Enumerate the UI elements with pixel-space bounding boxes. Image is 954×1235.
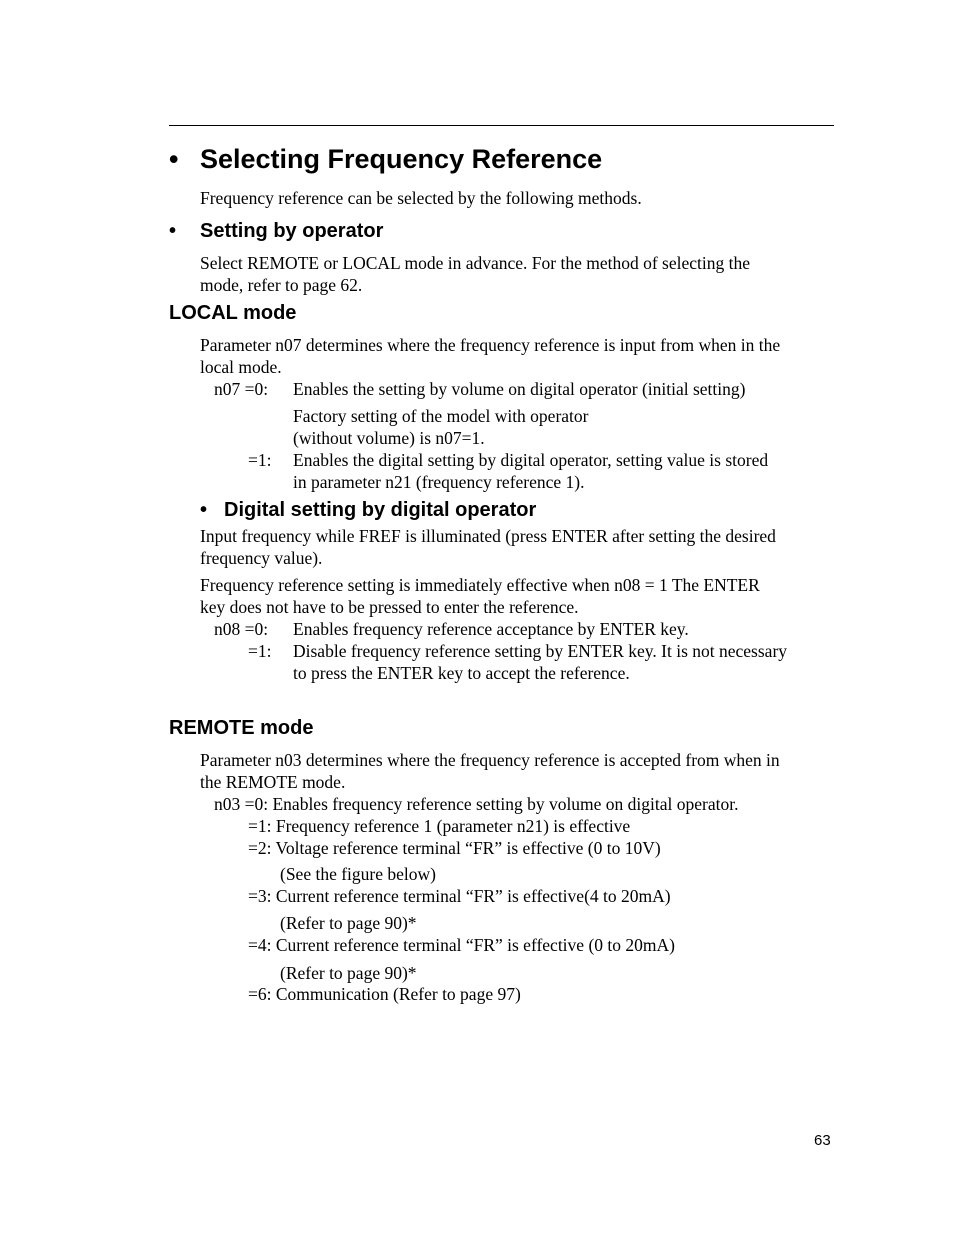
n08-1-label: =1:	[248, 641, 272, 661]
n08-0-text: Enables frequency reference acceptance by ENTER key.	[293, 619, 689, 639]
setting-by-operator-heading	[169, 218, 383, 244]
n08-1-text-line-1: Disable frequency reference setting by ENTER key. It is not necessary	[293, 641, 788, 661]
n03-4-note: (Refer to page 90)*	[280, 963, 417, 983]
bullet-icon: •	[169, 144, 179, 174]
digital-para2-line-2: key does not have to be pressed to enter the reference.	[200, 597, 579, 617]
n03-4-text: =4: Current reference terminal “FR” is effective (0 to 20mA)	[248, 935, 675, 955]
digital-para2-line-1: Frequency reference setting is immediately effective when n08 = 1 The ENTER	[200, 575, 760, 595]
remote-mode-heading: REMOTE mode	[169, 717, 314, 739]
n03-3-note: (Refer to page 90)*	[280, 913, 417, 933]
local-mode-heading: LOCAL mode	[169, 302, 297, 324]
heading-text: Digital setting by digital operator	[224, 499, 537, 521]
operator-text-line-1: Select REMOTE or LOCAL mode in advance. For the method of selecting the	[200, 253, 750, 273]
factory-note-line-2: (without volume) is n07=1.	[293, 428, 485, 448]
heading-text: Setting by operator	[200, 220, 384, 242]
remote-para-line-1: Parameter n03 determines where the frequency reference is accepted from when in	[200, 750, 780, 770]
intro-text: Frequency reference can be selected by the following methods.	[200, 188, 642, 208]
section-title	[169, 140, 602, 178]
n03-2-text: =2: Voltage reference terminal “FR” is effective (0 to 10V)	[248, 838, 661, 858]
n03-1-text: =1: Frequency reference 1 (parameter n21) is effective	[248, 816, 631, 836]
digital-para1-line-1: Input frequency while FREF is illuminated (press ENTER after setting the desired	[200, 526, 776, 546]
local-para-line-2: local mode.	[200, 357, 282, 377]
digital-setting-heading	[200, 497, 536, 523]
n07-1-text-line-1: Enables the digital setting by digital operator, setting value is stored	[293, 450, 769, 470]
n08-0-label: n08 =0:	[214, 619, 269, 639]
n07-1-text-line-2: in parameter n21 (frequency reference 1).	[293, 472, 585, 492]
page-number: 63	[814, 1132, 831, 1149]
digital-para1-line-2: frequency value).	[200, 548, 323, 568]
n03-3-text: =3: Current reference terminal “FR” is effective(4 to 20mA)	[248, 886, 671, 906]
operator-text-line-2: mode, refer to page 62.	[200, 275, 363, 295]
bullet-icon: •	[169, 220, 177, 242]
bullet-icon: •	[200, 499, 208, 521]
n07-0-label: n07 =0:	[214, 379, 269, 399]
n03-6-text: =6: Communication (Refer to page 97)	[248, 984, 521, 1004]
section-title-text: Selecting Frequency Reference	[200, 144, 603, 174]
factory-note-line-1: Factory setting of the model with operator	[293, 406, 589, 426]
n08-1-text-line-2: to press the ENTER key to accept the reference.	[293, 663, 630, 683]
header-rule	[169, 125, 834, 126]
remote-para-line-2: the REMOTE mode.	[200, 772, 346, 792]
n07-0-text: Enables the setting by volume on digital operator (initial setting)	[293, 379, 746, 399]
n03-0-text: n03 =0: Enables frequency reference setting by volume on digital operator.	[214, 794, 739, 814]
n03-2-note: (See the figure below)	[280, 864, 436, 884]
local-para-line-1: Parameter n07 determines where the frequency reference is input from when in the	[200, 335, 781, 355]
n07-1-label: =1:	[248, 450, 272, 470]
